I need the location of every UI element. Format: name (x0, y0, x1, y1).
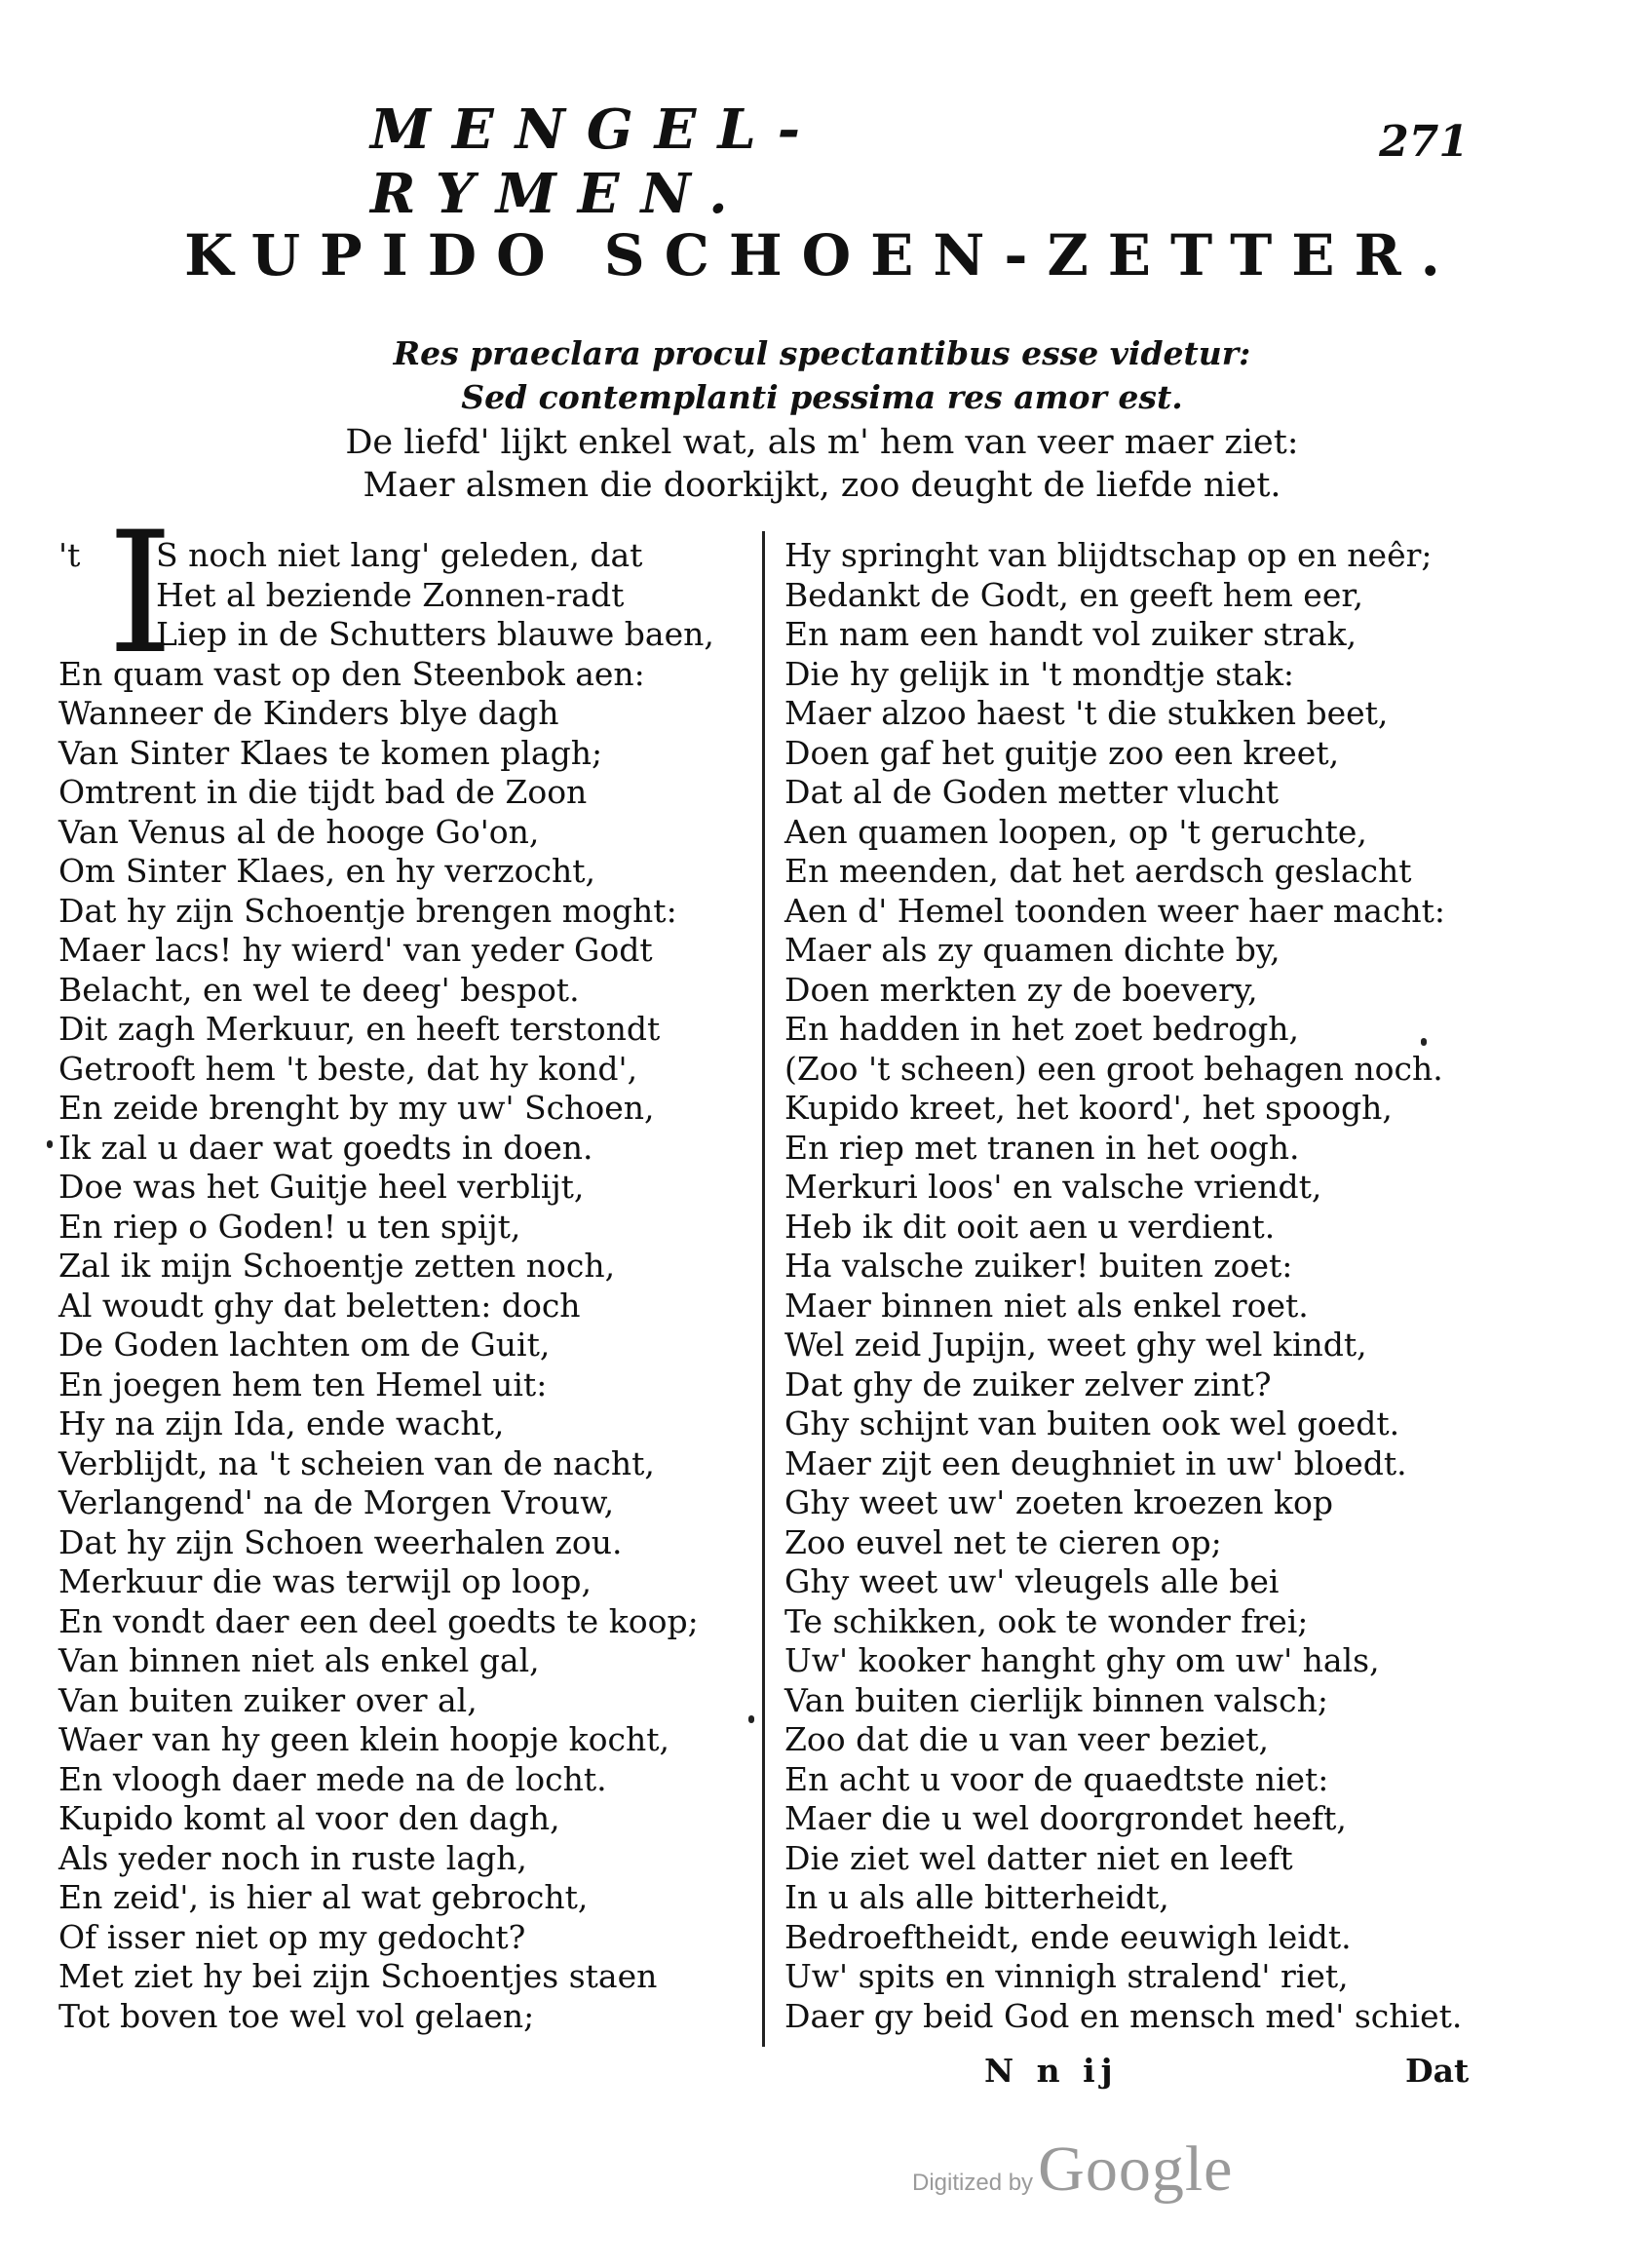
poem-line: Dit zagh Merkuur, en heeft terstondt (58, 1010, 661, 1048)
poem-line: Van binnen niet als enkel gal, (58, 1641, 540, 1679)
digitized-by-watermark (912, 2133, 1233, 2207)
poem-left-column (58, 495, 731, 2036)
poem-line: En vloogh daer mede na de locht. (58, 1759, 607, 1798)
poem-line: Tot boven toe wel vol gelaen; (58, 1996, 535, 2035)
poem-line: Liep in de Schutters blauwe baen, (156, 615, 714, 653)
poem-line: En acht u voor de quaedtste niet: (784, 1759, 1329, 1798)
poem-line: Waer van hy geen klein hoopje kocht, (58, 1720, 669, 1758)
signature-mark: N n ij (984, 2052, 1119, 2090)
poem-line: Maer binnen niet als enkel roet. (784, 1286, 1309, 1325)
poem-line: Zoo euvel net te cieren op; (784, 1522, 1222, 1561)
poem-line: Van Sinter Klaes te komen plagh; (58, 733, 603, 772)
poem-line: Maer zijt een deughniet in uw' bloedt. (784, 1443, 1407, 1482)
poem-line: Dat hy zijn Schoen weerhalen zou. (58, 1522, 623, 1561)
poem-line: Dat al de Goden metter vlucht (784, 773, 1279, 811)
catchword: Dat (1405, 2052, 1470, 2090)
poem-line: In u als alle bitterheidt, (784, 1878, 1169, 1916)
poem-line: Al woudt ghy dat beletten: doch (58, 1286, 581, 1325)
margin-mark (748, 1715, 754, 1723)
poem-line: Uw' kooker hanght ghy om uw' hals, (784, 1641, 1380, 1679)
column-divider (762, 531, 765, 2047)
poem-line: Hy na zijn Ida, ende wacht, (58, 1404, 505, 1442)
poem-line: Ik zal u daer wat goedts in doen. (58, 1128, 593, 1167)
poem-line: Doen gaf het guitje zoo een kreet, (784, 733, 1340, 772)
poem-line: Zoo dat die u van veer beziet, (784, 1720, 1270, 1758)
poem-line: Kupido kreet, het koord', het spoogh, (784, 1089, 1393, 1127)
poem-line: Getrooft hem 't beste, dat hy kond', (58, 1049, 638, 1088)
poem-title: KUPIDO SCHOEN-ZETTER. (184, 222, 1460, 288)
margin-mark (47, 1140, 53, 1148)
page-number: 271 (1379, 117, 1469, 167)
translation-line: De liefd' lijkt enkel wat, als m' hem van veer maer ziet: (345, 423, 1299, 462)
poem-line: Het al beziende Zonnen-radt (156, 575, 625, 614)
poem-line: Of isser niet op my gedocht? (58, 1917, 526, 1956)
drop-cap-initial: I (107, 495, 173, 691)
poem-line: Merkuur die was terwijl op loop, (58, 1562, 592, 1600)
poem-line: Van buiten zuiker over al, (58, 1680, 478, 1719)
poem-line: Ha valsche zuiker! buiten zoet: (784, 1247, 1293, 1285)
poem-line: En hadden in het zoet bedrogh, (784, 1010, 1299, 1048)
poem-line: Aen d' Hemel toonden weer haer macht: (784, 891, 1445, 930)
poem-line: Bedankt de Godt, en geeft hem eer, (784, 575, 1363, 614)
poem-line: S noch niet lang' geleden, dat (156, 536, 643, 574)
poem-line: Kupido komt al voor den dagh, (58, 1799, 560, 1837)
poem-line: Van buiten cierlijk binnen valsch; (784, 1680, 1328, 1719)
poem-line: En vondt daer een deel goedts te koop; (58, 1601, 699, 1640)
poem-line: En riep o Goden! u ten spijt, (58, 1207, 521, 1246)
poem-line: Omtrent in die tijdt bad de Zoon (58, 773, 588, 811)
poem-line: En meenden, dat het aerdsch geslacht (784, 852, 1412, 890)
motto-line: Res praeclara procul spectantibus esse videtur: (393, 334, 1251, 372)
motto-line: Sed contemplanti pessima res amor est. (461, 378, 1183, 416)
poem-line: Dat hy zijn Schoentje brengen moght: (58, 891, 677, 930)
poem-line: En joegen hem ten Hemel uit: (58, 1365, 548, 1403)
poem-line: Doe was het Guitje heel verblijt, (58, 1168, 585, 1206)
poem-line: En zeid', is hier al wat gebrocht, (58, 1878, 589, 1916)
translation-line: Maer alsmen die doorkijkt, zoo deught de liefde niet. (363, 466, 1281, 505)
poem-line: Met ziet hy bei zijn Schoentjes staen (58, 1957, 658, 1995)
poem-line: Verlangend' na de Morgen Vrouw, (58, 1483, 615, 1521)
poem-line: En riep met tranen in het oogh. (784, 1128, 1300, 1167)
poem-line: Dat ghy de zuiker zelver zint? (784, 1365, 1272, 1403)
poem-line: Belacht, en wel te deeg' bespot. (58, 970, 580, 1009)
poem-line: De Goden lachten om de Guit, (58, 1326, 551, 1364)
poem-line: Wanneer de Kinders blye dagh (58, 694, 559, 732)
poem-line: En nam een handt vol zuiker strak, (784, 615, 1357, 653)
poem-line: Ghy weet uw' vleugels alle bei (784, 1562, 1280, 1600)
latin-motto (0, 331, 1644, 419)
dutch-translation (0, 421, 1644, 507)
poem-line: Verblijdt, na 't scheien van de nacht, (58, 1443, 655, 1482)
google-wordmark: Google (1038, 2133, 1234, 2205)
poem-line: Ghy weet uw' zoeten kroezen kop (784, 1483, 1333, 1521)
poem-line: En zeide brenght by my uw' Schoen, (58, 1089, 655, 1127)
poem-line: Doen merkten zy de boevery, (784, 970, 1258, 1009)
poem-line: Bedroeftheidt, ende eeuwigh leidt. (784, 1917, 1352, 1956)
poem-line: Maer alzoo haest 't die stukken beet, (784, 694, 1389, 732)
poem-line: Die hy gelijk in 't mondtje stak: (784, 654, 1295, 693)
poem-line: Aen quamen loopen, op 't geruchte, (784, 812, 1367, 851)
watermark-prefix: Digitized by (912, 2170, 1034, 2196)
poem-line: Om Sinter Klaes, en hy verzocht, (58, 852, 595, 890)
poem-line: Te schikken, ook te wonder frei; (784, 1601, 1309, 1640)
poem-line: Maer lacs! hy wierd' van yeder Godt (58, 931, 653, 969)
poem-line: Van Venus al de hooge Go'on, (58, 812, 540, 851)
poem-line: Zal ik mijn Schoentje zetten noch, (58, 1247, 616, 1285)
poem-line: Daer gy beid God en mensch med' schiet. (784, 1996, 1463, 2035)
poem-line: Maer die u wel doorgrondet heeft, (784, 1799, 1347, 1837)
poem-line: Hy springht van blijdtschap op en neêr; (784, 536, 1433, 574)
running-head: MENGEL-RYMEN. (370, 97, 822, 226)
poem-line: Uw' spits en vinnigh stralend' riet, (784, 1957, 1349, 1995)
poem-line: Als yeder noch in ruste lagh, (58, 1838, 527, 1877)
poem-line: Ghy schijnt van buiten ook wel goedt. (784, 1404, 1400, 1442)
poem-line: En quam vast op den Steenbok aen: (58, 654, 645, 693)
poem-line: Die ziet wel datter niet en leeft (784, 1838, 1293, 1877)
opening-prefix: 't (58, 536, 81, 574)
poem-line: Heb ik dit ooit aen u verdient. (784, 1207, 1276, 1246)
poem-right-column (784, 536, 1486, 2036)
poem-line: Wel zeid Jupijn, weet ghy wel kindt, (784, 1326, 1367, 1364)
poem-line: Maer als zy quamen dichte by, (784, 931, 1281, 969)
poem-line: Merkuri loos' en valsche vriendt, (784, 1168, 1322, 1206)
poem-line: (Zoo 't scheen) een groot behagen noch. (784, 1049, 1443, 1088)
